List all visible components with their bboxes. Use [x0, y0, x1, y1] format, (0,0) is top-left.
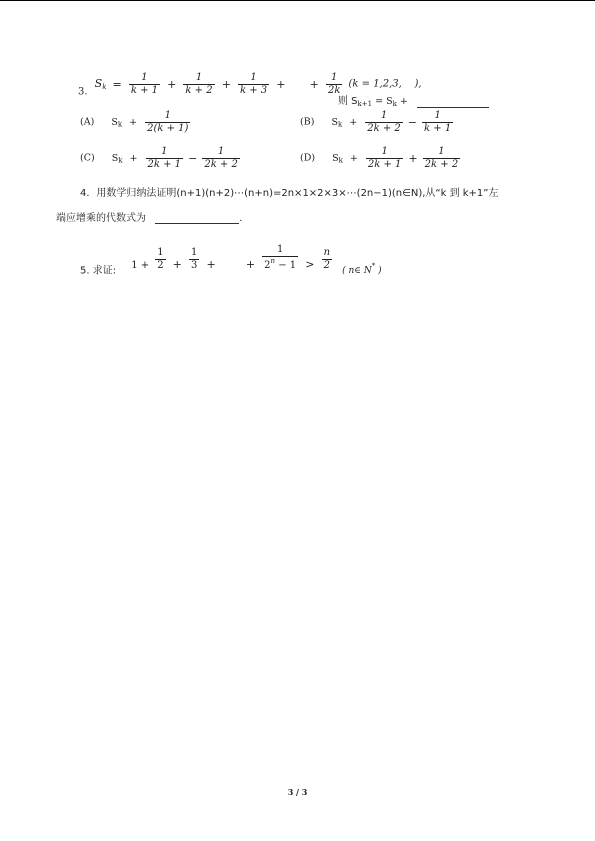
q4-line-1: 4．用数学归纳法证明(n+1)(n+2)⋯(n+n)=2n×1×2×3×⋯(2n−1)(n∈N),从“k 到 k+1”左 [80, 188, 499, 199]
q5-term-3: $\frac{1}{2^n - 1}$ [264, 244, 297, 271]
q5-number: 5. 求证: [80, 265, 117, 277]
q3-term-1: $\frac{1}{k + 1}$ [130, 72, 159, 96]
option-a: (A) $S_k$ + $\frac{1}{2(k + 1)}$ [80, 110, 189, 134]
option-d-fraction-1: $\frac{1}{2k + 1}$ [367, 146, 402, 170]
q3-then: 则 $S_{k+1} = S_k$ + [338, 92, 489, 108]
option-c-label: (C) [80, 152, 95, 164]
option-b-fraction-1: $\frac{1}{2k + 2}$ [367, 110, 401, 134]
option-d-label: (D) [300, 152, 316, 164]
option-c-fraction-2: $\frac{1}{2k + 2}$ [204, 146, 238, 170]
q5-condition: ( n∈ N* ) [342, 262, 382, 276]
q3-domain: (k = 1,2,3, ), [348, 78, 422, 90]
q5-term-2: $\frac{1}{3}$ [190, 247, 198, 271]
option-b-fraction-2: $\frac{1}{k + 1}$ [424, 110, 452, 134]
q5-term-1: $\frac{1}{2}$ [157, 247, 164, 271]
plus-sign: + [276, 77, 286, 91]
plus-sign: + [221, 77, 231, 91]
top-border-line [0, 0, 595, 1]
q3-lhs: $S_k$ [94, 77, 107, 91]
q3-last-term: $\frac{1}{2k}$ [327, 72, 341, 96]
page-number: 3 / 3 [287, 787, 308, 797]
plus-sign: + [167, 77, 177, 91]
plus-sign: + [309, 77, 319, 91]
option-d: (D) $S_k$ + $\frac{1}{2k + 1}$ + $\frac{1}{2k + 2}$ [300, 146, 459, 170]
q3-answer-blank[interactable] [417, 107, 489, 108]
option-d-fraction-2: $\frac{1}{2k + 2}$ [424, 146, 459, 170]
q3-term-2: $\frac{1}{k + 2}$ [185, 72, 213, 96]
q5-rhs: $\frac{n}{2}$ [323, 247, 331, 271]
q3-equals: = [112, 77, 122, 91]
option-c-fraction-1: $\frac{1}{2k + 1}$ [147, 146, 182, 170]
option-a-fraction: $\frac{1}{2(k + 1)}$ [147, 110, 189, 134]
q3-term-3: $\frac{1}{k + 3}$ [240, 72, 268, 96]
option-c: (C) $S_k$ + $\frac{1}{2k + 1}$ − $\frac{1}{2k + 2}$ [80, 146, 238, 170]
q5-formula: 5. 求证: $^{1 +}$ $\frac{1}{2}$ + $\frac{1}{3}$ + + $\frac{1}{2^n - 1}$ > $\frac{n}{2}$ ( n∈ N* ) [80, 244, 382, 277]
option-b: (B) $S_k$ + $\frac{1}{2k + 2}$ − $\frac{1}{k + 1}$ [300, 110, 452, 134]
q4-line-2: 端应增乘的代数式为 . [56, 213, 243, 224]
option-b-label: (B) [300, 116, 315, 128]
q4-answer-blank[interactable] [155, 223, 239, 224]
q3-number: 3. [78, 86, 88, 98]
q5-start: 1 + [131, 259, 150, 271]
option-a-label: (A) [80, 116, 95, 128]
